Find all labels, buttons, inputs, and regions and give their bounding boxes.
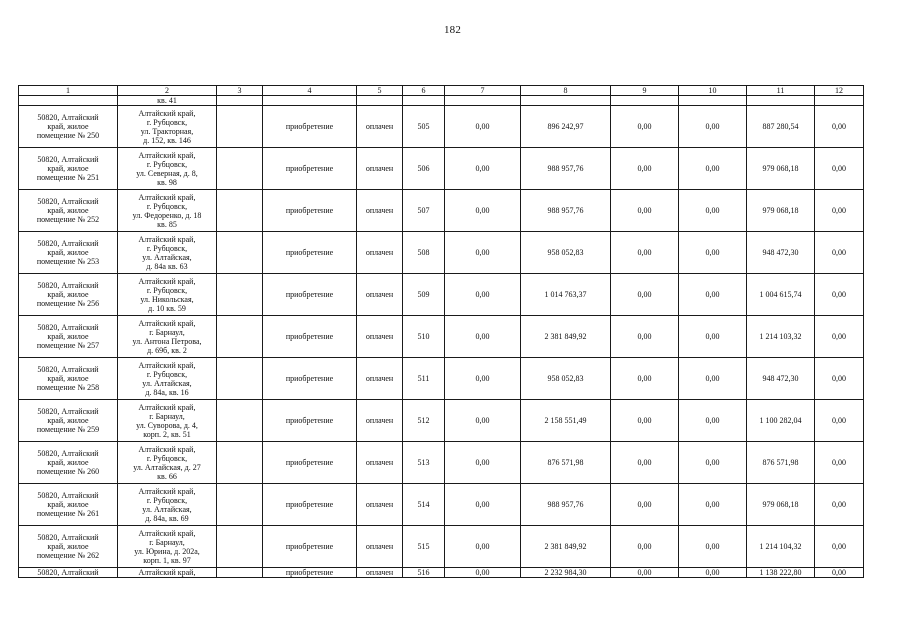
address-cell-line: ул. Антона Петрова,	[132, 336, 202, 346]
col-3-cell	[217, 484, 263, 526]
column-number-4: 4	[263, 86, 357, 96]
basis-cell: приобретение	[263, 316, 357, 358]
col-9-cell: 0,00	[611, 106, 679, 148]
basis-cell: приобретение	[263, 190, 357, 232]
col-8-value-cell: 988 957,76	[521, 148, 611, 190]
col-7-cell: 0,00	[445, 442, 521, 484]
col-8-value-cell: 2 381 849,92	[521, 316, 611, 358]
col-12-cell: 0,00	[815, 358, 864, 400]
address-cell-line: ул. Федоренко, д. 18	[132, 210, 202, 220]
last-row-c9-cell: 0,00	[611, 568, 679, 578]
status-cell: оплачен	[357, 106, 403, 148]
address-cell-line: ул. Алтайская, д. 27	[133, 462, 201, 472]
col-8-value-cell: 896 242,97	[521, 106, 611, 148]
record-number-cell: 514	[403, 484, 445, 526]
address-cell	[118, 190, 217, 232]
object-name-cell	[19, 316, 118, 358]
object-name-cell-line: 50820, Алтайский	[37, 533, 99, 542]
address-cell-line: д. 84а, кв. 16	[145, 387, 189, 397]
last-row-basis-cell: приобретение	[263, 568, 357, 578]
col-10-cell: 0,00	[679, 148, 747, 190]
status-cell: оплачен	[357, 484, 403, 526]
address-cell-line: кв. 85	[157, 219, 177, 229]
table-row	[19, 148, 864, 190]
address-cell-line: кв. 66	[157, 471, 177, 481]
object-name-cell-line: край, жилое	[47, 458, 89, 467]
address-cell-line: Алтайский край,	[138, 234, 196, 244]
table-row	[19, 484, 864, 526]
object-name-cell-line: помещение № 262	[36, 551, 100, 560]
address-cell-line: Алтайский край,	[138, 444, 196, 454]
basis-cell: приобретение	[263, 484, 357, 526]
col-10-cell: 0,00	[679, 442, 747, 484]
col-7-cell: 0,00	[445, 484, 521, 526]
last-row-status-cell: оплачен	[357, 568, 403, 578]
col-9-cell: 0,00	[611, 484, 679, 526]
column-number-8: 8	[521, 86, 611, 96]
address-cell-line: ул. Суворова, д. 4,	[136, 420, 198, 430]
col-10-cell: 0,00	[679, 526, 747, 568]
col-3-cell	[217, 358, 263, 400]
address-cell-line: кв. 98	[157, 177, 177, 187]
status-cell: оплачен	[357, 190, 403, 232]
address-cell-line: ул. Алтайская,	[142, 252, 192, 262]
record-number-cell: 509	[403, 274, 445, 316]
object-name-cell-line: край, жилое	[47, 122, 89, 131]
column-number-1: 1	[19, 86, 118, 96]
object-name-cell-line: край, жилое	[47, 290, 89, 299]
col-11-value-cell: 1 100 282,04	[747, 400, 815, 442]
object-name-cell-line: 50820, Алтайский	[37, 281, 99, 290]
last-row-num-cell: 516	[403, 568, 445, 578]
table-row	[19, 274, 864, 316]
col-8-value-cell: 1 014 763,37	[521, 274, 611, 316]
object-name-cell-line: край, жилое	[47, 206, 89, 215]
object-name-cell-line: 50820, Алтайский	[37, 197, 99, 206]
record-number-cell: 508	[403, 232, 445, 274]
address-cell-line: г. Барнаул,	[149, 537, 185, 547]
column-number-3: 3	[217, 86, 263, 96]
col-9-cell: 0,00	[611, 358, 679, 400]
address-cell-line: д. 84а кв. 63	[146, 261, 188, 271]
object-name-cell-line: 50820, Алтайский	[37, 365, 99, 374]
column-number-2: 2	[118, 86, 217, 96]
object-name-cell-line: помещение № 250	[36, 131, 100, 140]
object-name-cell-line: 50820, Алтайский	[37, 491, 99, 500]
col-9-cell: 0,00	[611, 190, 679, 232]
address-cell-line: корп. 2, кв. 51	[143, 429, 191, 439]
address-cell	[118, 274, 217, 316]
basis-cell: приобретение	[263, 442, 357, 484]
record-number-cell: 513	[403, 442, 445, 484]
object-name-cell-line: помещение № 257	[36, 341, 100, 350]
col-12-cell: 0,00	[815, 316, 864, 358]
continuation-col-1	[19, 96, 118, 106]
object-name-cell-line: край, жилое	[47, 416, 89, 425]
col-10-cell: 0,00	[679, 358, 747, 400]
status-cell: оплачен	[357, 148, 403, 190]
column-number-6: 6	[403, 86, 445, 96]
address-cell-line: г. Рубцовск,	[146, 453, 188, 463]
last-row-c8-cell: 2 232 984,30	[521, 568, 611, 578]
basis-cell: приобретение	[263, 400, 357, 442]
address-cell-line: Алтайский край,	[138, 108, 196, 118]
address-cell-line: Алтайский край,	[138, 192, 196, 202]
object-name-cell-line: 50820, Алтайский	[37, 155, 99, 164]
col-12-cell: 0,00	[815, 148, 864, 190]
address-cell-line: Алтайский край,	[138, 360, 196, 370]
col-7-cell: 0,00	[445, 316, 521, 358]
col-8-value-cell: 988 957,76	[521, 484, 611, 526]
col-11-value-cell: 979 068,18	[747, 484, 815, 526]
object-name-cell	[19, 526, 118, 568]
col-9-cell: 0,00	[611, 232, 679, 274]
ledger-table	[18, 85, 864, 578]
col-12-cell: 0,00	[815, 400, 864, 442]
status-cell: оплачен	[357, 232, 403, 274]
object-name-cell-line: 50820, Алтайский	[37, 449, 99, 458]
col-8-value-cell: 876 571,98	[521, 442, 611, 484]
status-cell: оплачен	[357, 358, 403, 400]
address-cell-line: Алтайский край,	[138, 150, 196, 160]
col-11-value-cell: 979 068,18	[747, 148, 815, 190]
address-cell-line: корп. 1, кв. 97	[143, 555, 191, 565]
col-12-cell: 0,00	[815, 484, 864, 526]
col-3-cell	[217, 190, 263, 232]
object-name-cell-line: край, жилое	[47, 542, 89, 551]
address-cell-line: г. Рубцовск,	[146, 201, 188, 211]
address-cell-line: ул. Никольская,	[140, 294, 194, 304]
record-number-cell: 506	[403, 148, 445, 190]
col-3-cell	[217, 316, 263, 358]
object-name-cell	[19, 274, 118, 316]
address-cell-line: ул. Юрина, д. 202а,	[134, 546, 200, 556]
col-12-cell: 0,00	[815, 190, 864, 232]
col-9-cell: 0,00	[611, 526, 679, 568]
record-number-cell: 510	[403, 316, 445, 358]
col-9-cell: 0,00	[611, 148, 679, 190]
object-name-cell-line: помещение № 258	[36, 383, 100, 392]
object-name-cell-line: 50820, Алтайский	[37, 113, 99, 122]
address-cell-line: Алтайский край,	[138, 402, 196, 412]
col-12-cell: 0,00	[815, 106, 864, 148]
address-cell-line: д. 69б, кв. 2	[147, 345, 187, 355]
table-row-partial	[19, 568, 864, 578]
address-cell-line: г. Рубцовск,	[146, 369, 188, 379]
col-3-cell	[217, 232, 263, 274]
col-7-cell: 0,00	[445, 274, 521, 316]
col-9-cell: 0,00	[611, 400, 679, 442]
col-11-value-cell: 948 472,30	[747, 232, 815, 274]
col-10-cell: 0,00	[679, 274, 747, 316]
object-name-cell	[19, 106, 118, 148]
status-cell: оплачен	[357, 400, 403, 442]
col-10-cell: 0,00	[679, 190, 747, 232]
address-cell	[118, 442, 217, 484]
col-3-cell	[217, 106, 263, 148]
object-name-cell-line: помещение № 260	[36, 467, 100, 476]
col-9-cell: 0,00	[611, 316, 679, 358]
address-cell-line: Алтайский край,	[138, 276, 196, 286]
object-name-cell-line: помещение № 252	[36, 215, 100, 224]
status-cell: оплачен	[357, 442, 403, 484]
column-number-7: 7	[445, 86, 521, 96]
col-3-cell	[217, 400, 263, 442]
object-name-cell	[19, 148, 118, 190]
object-name-cell	[19, 484, 118, 526]
col-10-cell: 0,00	[679, 484, 747, 526]
col-11-value-cell: 1 004 615,74	[747, 274, 815, 316]
address-cell-line: д. 10 кв. 59	[148, 303, 186, 313]
table-row	[19, 358, 864, 400]
object-name-cell	[19, 358, 118, 400]
page-number: 182	[443, 24, 462, 36]
address-cell-line: ул. Северная, д. 8,	[136, 168, 198, 178]
address-cell	[118, 148, 217, 190]
col-3-cell	[217, 274, 263, 316]
address-cell-line: г. Рубцовск,	[146, 159, 188, 169]
status-cell: оплачен	[357, 274, 403, 316]
record-number-cell: 512	[403, 400, 445, 442]
table-row	[19, 442, 864, 484]
address-cell-line: ул. Тракторная,	[140, 126, 194, 136]
col-12-cell: 0,00	[815, 442, 864, 484]
address-cell	[118, 232, 217, 274]
address-cell-line: г. Барнаул,	[149, 327, 185, 337]
table-row	[19, 232, 864, 274]
address-cell	[118, 526, 217, 568]
col-12-cell: 0,00	[815, 274, 864, 316]
col-11-value-cell: 1 214 103,32	[747, 316, 815, 358]
record-number-cell: 515	[403, 526, 445, 568]
object-name-cell	[19, 232, 118, 274]
last-row-c7-cell: 0,00	[445, 568, 521, 578]
column-number-12: 12	[815, 86, 864, 96]
column-number-header-row	[19, 86, 864, 96]
continuation-row	[19, 96, 864, 106]
ledger-table-wrapper	[18, 85, 863, 578]
column-number-11: 11	[747, 86, 815, 96]
object-name-cell-line: помещение № 251	[36, 173, 100, 182]
table-row	[19, 190, 864, 232]
col-7-cell: 0,00	[445, 232, 521, 274]
object-name-cell-line: помещение № 261	[36, 509, 100, 518]
basis-cell: приобретение	[263, 232, 357, 274]
object-name-cell-line: помещение № 256	[36, 299, 100, 308]
col-7-cell: 0,00	[445, 400, 521, 442]
col-10-cell: 0,00	[679, 106, 747, 148]
address-cell-line: д. 152, кв. 146	[143, 135, 191, 145]
column-number-9: 9	[611, 86, 679, 96]
col-3-cell	[217, 526, 263, 568]
address-cell-line: г. Рубцовск,	[146, 243, 188, 253]
basis-cell: приобретение	[263, 148, 357, 190]
address-cell	[118, 316, 217, 358]
last-row-c10-cell: 0,00	[679, 568, 747, 578]
col-8-value-cell: 958 052,83	[521, 358, 611, 400]
col-12-cell: 0,00	[815, 232, 864, 274]
basis-cell: приобретение	[263, 106, 357, 148]
continuation-col-2: кв. 41	[118, 96, 217, 106]
column-number-5: 5	[357, 86, 403, 96]
object-name-cell	[19, 442, 118, 484]
table-row	[19, 400, 864, 442]
address-cell-line: Алтайский край,	[138, 318, 196, 328]
address-cell-line: г. Рубцовск,	[146, 285, 188, 295]
object-name-cell	[19, 190, 118, 232]
col-10-cell: 0,00	[679, 232, 747, 274]
table-row	[19, 526, 864, 568]
col-8-value-cell: 988 957,76	[521, 190, 611, 232]
col-7-cell: 0,00	[445, 148, 521, 190]
col-11-value-cell: 948 472,30	[747, 358, 815, 400]
object-name-cell-line: край, жилое	[47, 374, 89, 383]
address-cell	[118, 484, 217, 526]
object-name-cell-line: 50820, Алтайский	[37, 407, 99, 416]
table-row	[19, 316, 864, 358]
col-10-cell: 0,00	[679, 316, 747, 358]
col-3-cell	[217, 148, 263, 190]
address-cell	[118, 106, 217, 148]
record-number-cell: 507	[403, 190, 445, 232]
address-cell	[118, 358, 217, 400]
last-row-c11-cell: 1 138 222,80	[747, 568, 815, 578]
address-cell-line: ул. Алтайская,	[142, 378, 192, 388]
address-cell-line: г. Рубцовск,	[146, 495, 188, 505]
address-cell-line: г. Рубцовск,	[146, 117, 188, 127]
col-9-cell: 0,00	[611, 274, 679, 316]
basis-cell: приобретение	[263, 358, 357, 400]
col-8-value-cell: 2 158 551,49	[521, 400, 611, 442]
object-name-cell-line: 50820, Алтайский	[37, 239, 99, 248]
column-number-10: 10	[679, 86, 747, 96]
col-11-value-cell: 887 280,54	[747, 106, 815, 148]
address-cell-line: ул. Алтайская,	[142, 504, 192, 514]
address-cell-line: Алтайский край,	[138, 486, 196, 496]
object-name-cell	[19, 400, 118, 442]
record-number-cell: 511	[403, 358, 445, 400]
table-row	[19, 106, 864, 148]
col-11-value-cell: 979 068,18	[747, 190, 815, 232]
address-cell	[118, 400, 217, 442]
record-number-cell: 505	[403, 106, 445, 148]
last-row-object-cell: 50820, Алтайский	[19, 568, 118, 578]
object-name-cell-line: край, жилое	[47, 248, 89, 257]
address-cell-line: Алтайский край,	[138, 528, 196, 538]
col-8-value-cell: 2 381 849,92	[521, 526, 611, 568]
address-cell-line: г. Барнаул,	[149, 411, 185, 421]
last-row-address-cell: Алтайский край,	[118, 568, 217, 578]
col-9-cell: 0,00	[611, 442, 679, 484]
col-10-cell: 0,00	[679, 400, 747, 442]
col-7-cell: 0,00	[445, 190, 521, 232]
object-name-cell-line: помещение № 253	[36, 257, 100, 266]
object-name-cell-line: край, жилое	[47, 164, 89, 173]
object-name-cell-line: край, жилое	[47, 332, 89, 341]
status-cell: оплачен	[357, 316, 403, 358]
col-8-value-cell: 958 052,83	[521, 232, 611, 274]
status-cell: оплачен	[357, 526, 403, 568]
address-cell-line: д. 84а, кв. 69	[145, 513, 189, 523]
col-7-cell: 0,00	[445, 526, 521, 568]
object-name-cell-line: край, жилое	[47, 500, 89, 509]
col-12-cell: 0,00	[815, 526, 864, 568]
col-11-value-cell: 1 214 104,32	[747, 526, 815, 568]
object-name-cell-line: помещение № 259	[36, 425, 100, 434]
last-row-c12-cell: 0,00	[815, 568, 864, 578]
object-name-cell-line: 50820, Алтайский	[37, 323, 99, 332]
last-row-col3-cell	[217, 568, 263, 578]
col-7-cell: 0,00	[445, 358, 521, 400]
basis-cell: приобретение	[263, 526, 357, 568]
col-7-cell: 0,00	[445, 106, 521, 148]
col-11-value-cell: 876 571,98	[747, 442, 815, 484]
basis-cell: приобретение	[263, 274, 357, 316]
col-3-cell	[217, 442, 263, 484]
